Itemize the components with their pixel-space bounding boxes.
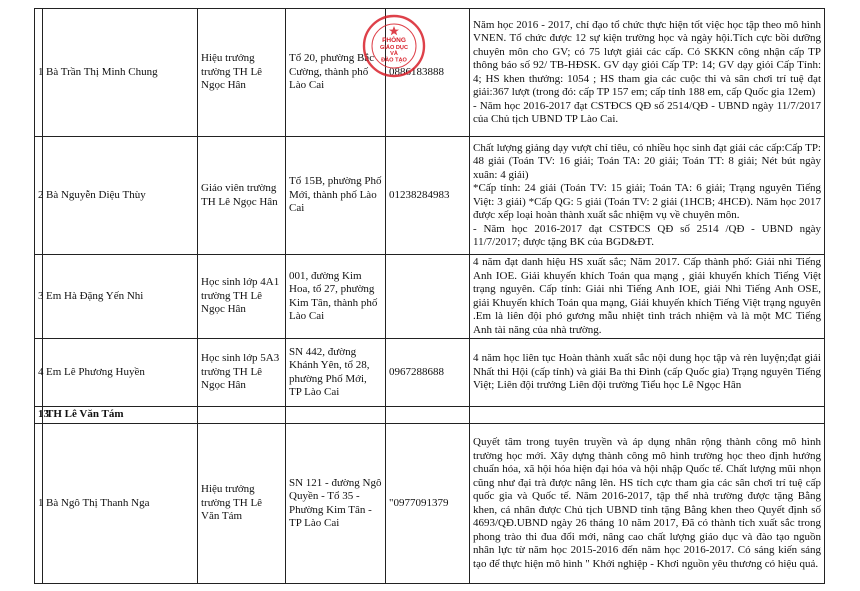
person-name: Bà Trần Thị Minh Chung <box>43 9 198 137</box>
achievement-text: 4 năm đạt danh hiệu HS xuất sắc; Năm 2017. Cấp thành phố: Giải nhì Tiếng Anh IOE. Giải khuyến khích Toán qua mạng , giải khuyến khích Tiếng Việt trạng nguyên. Cấp tỉnh: Giải nhì Tiếng Anh IOE, giải Nhì Tiếng Anh OSE, giải Khuyến khích Toán qua mạng, Giải khuyến khích Tiếng Việt trạng nguyên .Em là liên đội phó gương mẫu nhiệt tình trách nhiệm và là một MC Tiếng Anh tài năng của nhà trường. <box>470 255 825 339</box>
person-address: 001, đường Kim Hoa, tổ 27, phường Kim Tân, thành phố Lào Cai <box>286 255 386 339</box>
stamp-line-1: PHÒNG <box>382 37 406 44</box>
person-position: Học sinh lớp 5A3 trường TH Lê Ngọc Hân <box>198 339 286 407</box>
section-number: 13 <box>35 407 43 424</box>
person-position: Hiệu trưởng trường TH Lê Văn Tám <box>198 424 286 584</box>
person-name: Bà Nguyễn Diệu Thùy <box>43 137 198 255</box>
person-address: Tổ 20, phường Bắc Cường, thành phố Lào Cai <box>286 9 386 137</box>
achievement-text: 4 năm học liên tục Hoàn thành xuất sắc nội dung học tập và rèn luyện;đạt giải Nhất thi Hội (cấp tỉnh) và giải Ba thi Đình (cấp Quốc gia) Trạng nguyên Tiếng Việt; Liên đội trưởng Liên đội trường Tiểu học Lê Ngọc Hân <box>470 339 825 407</box>
row-number: 4 <box>35 339 43 407</box>
row-number: 1 <box>35 9 43 137</box>
person-phone <box>386 255 470 339</box>
person-name: Bà Ngô Thị Thanh Nga <box>43 424 198 584</box>
table-row <box>35 9 825 137</box>
person-phone: 0967288688 <box>386 339 470 407</box>
person-position: Hiệu trưởng trường TH Lê Ngọc Hân <box>198 9 286 137</box>
person-address: Tổ 15B, phường Phố Mới, thành phố Lào Cai <box>286 137 386 255</box>
stamp-line-2: GIÁO DỤC <box>380 45 408 51</box>
person-name: Em Hà Đặng Yến Nhi <box>43 255 198 339</box>
achievement-text: Chất lượng giảng dạy vượt chỉ tiêu, có nhiều học sinh đạt giải các cấp:Cấp TP: 48 giải (Toán TV: 16 giải; Toán TA: 20 giải; Toán TT: 8 giải; Nét bút ngày xuân: 4 giải) *Cấp tỉnh: 24 giải (Toán TV: 15 giải; Toán TA: 6 giải; Trạng nguyên Tiếng Việt: 3 giải) *Cấp QG: 5 giải (Toán TV: 2 giải (1HCB; 4HCĐ). Năm học 2017 được xếp loại hoàn thành xuất sắc nhiệm vụ về chuyên môn. - Năm học 2016-2017 đạt CSTĐCS QĐ số 2514 /QĐ - UBND ngày 11/7/2017; được tặng BK của BGD&ĐT. <box>470 137 825 255</box>
table-row <box>35 255 825 339</box>
stamp-line-3: VÀ <box>390 51 398 57</box>
row-number: 1 <box>35 424 43 584</box>
section-row <box>35 407 825 424</box>
person-address: SN 121 - đường Ngô Quyền - Tổ 35 - Phường Kim Tân - TP Lào Cai <box>286 424 386 584</box>
person-name: Em Lê Phương Huyền <box>43 339 198 407</box>
section-title: TH Lê Văn Tám <box>43 407 198 424</box>
person-phone: 0886183888 <box>386 9 470 137</box>
person-phone: 01238284983 <box>386 137 470 255</box>
table-row <box>35 424 825 584</box>
achievement-text: Năm học 2016 - 2017, chỉ đạo tổ chức thực hiện tốt việc học tập theo mô hình VNEN. Tổ chức được 12 sự kiện trường học và ngày hội.Tích cực bồi dưỡng chuyên môn cho GV; có 75 lượt giải các cấp. Có SKKN công nhận cấp TP thông báo số 92/ TB-HĐSK. GV dạy giỏi Cấp TP: 14; GV dạy giỏi Cấp Tỉnh: 4; HS khen thưởng: 1054 ; HS tham gia các cuộc thi và sân chơi trí tuệ đạt giải:367 lượt (trong đó: cấp TP 157 em; cấp tỉnh 188 em, cấp Quốc gia 12em) - Năm học 2016-2017 đạt CSTĐCS QĐ số 2514/QĐ - UBND ngày 11/7/2017 của Chủ tịch UBND TP Lào Cai. <box>470 9 825 137</box>
row-number: 2 <box>35 137 43 255</box>
row-number: 3 <box>35 255 43 339</box>
person-phone: "0977091379 <box>386 424 470 584</box>
person-position: Học sinh lớp 4A1 trường TH Lê Ngọc Hân <box>198 255 286 339</box>
person-position: Giáo viên trường TH Lê Ngọc Hân <box>198 137 286 255</box>
table-row <box>35 137 825 255</box>
person-address: SN 442, đường Khánh Yên, tổ 28, phường Phố Mới, TP Lào Cai <box>286 339 386 407</box>
table-row <box>35 339 825 407</box>
stamp-line-4: ĐÀO TẠO <box>381 57 407 64</box>
achievement-text: Quyết tâm trong tuyên truyền và áp dụng nhân rộng thành công mô hình trường học mới. Xây dựng thành công mô hình trường học theo định hướng chuẩn hóa, xã hội hóa hiện đại hóa và hội nhập Quốc tế. Chất lượng mũi nhọn cũng như đại trà được nâng lên. HS tích cực tham gia các sân chơi trí tuệ cấp quốc gia và Quốc tế. Năm 2016-2017, tập thể nhà trường được tặng Bằng khen, cá nhân được Chủ tịch UBND tỉnh tặng Bằng khen theo Quyết định số 4693/QĐ.UBND ngày 26 tháng 10 năm 2017, Đã có thành tích xuất sắc trong phong trào thi đua đổi mới, nâng cao chất lượng giáo dục và đào tạo nguồn nhân lực từ năm học 2015-2016 đến năm học 2016-2017. Có sáng kiến sáng tạo để thực hiện mô hình " Khởi nghiệp - Khơi nguồn yêu thương có hiệu quả. <box>470 424 825 584</box>
awards-table <box>34 8 825 584</box>
